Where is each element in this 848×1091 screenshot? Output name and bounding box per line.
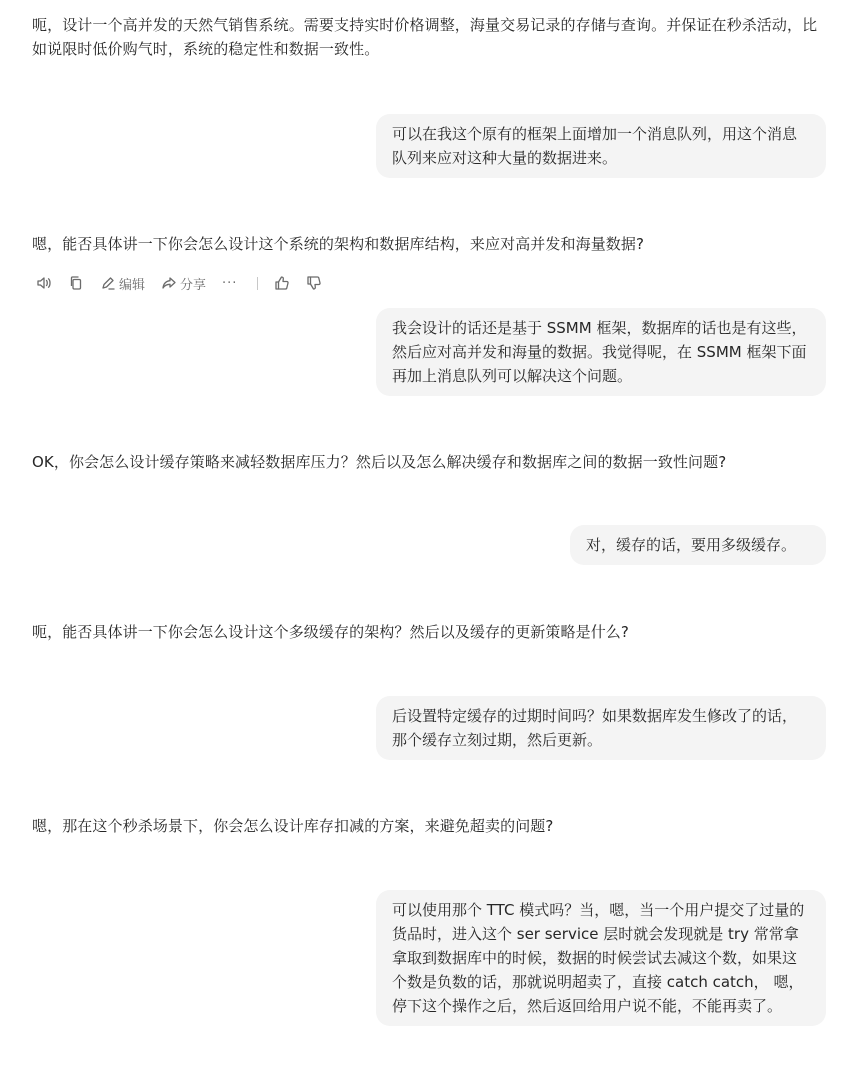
ai-message: 呃，能否具体讲一下你会怎么设计这个多级缓存的架构？然后以及缓存的更新策略是什么?: [32, 623, 629, 641]
edit-button-label: 编辑: [119, 277, 146, 293]
ai-message: 嗯，能否具体讲一下你会怎么设计这个系统的架构和数据库结构，来应对高并发和海量数据?: [32, 235, 645, 253]
message-action-toolbar: [36, 272, 338, 294]
user-message: 可以使用那个 TTC 模式吗？当，嗯，当一个用户提交了过量的货品时，进入这个 ser service 层时就会发现就是 try 常常拿拿取到数据库中的时候，数据的时候尝试去减这个数，如果这个数是负数的话，那就说明超卖了，直接 catch catch， 嗯，停下这个操作之后，然后返回给用户说不能，不能再卖了。: [376, 890, 826, 1026]
dislike-button[interactable]: [306, 275, 322, 291]
ai-message: OK，你会怎么设计缓存策略来减轻数据库压力？然后以及怎么解决缓存和数据库之间的数据一致性问题?: [32, 453, 727, 471]
copy-icon: [68, 275, 84, 291]
like-button[interactable]: [274, 275, 290, 291]
thumbs-up-icon: [274, 275, 290, 291]
user-message: 对，缓存的话，要用多级缓存。: [570, 525, 826, 565]
thumbs-down-icon: [306, 275, 322, 291]
copy-button[interactable]: [68, 275, 84, 291]
share-button[interactable]: [161, 274, 206, 293]
more-button[interactable]: [222, 276, 237, 291]
edit-button[interactable]: [100, 274, 145, 293]
share-icon: [161, 275, 177, 291]
ai-message: 呃，设计一个高并发的天然气销售系统。需要支持实时价格调整，海量交易记录的存储与查询。并保证在秒杀活动，比如说限时低价购气时，系统的稳定性和数据一致性。: [32, 16, 818, 58]
ai-message: 嗯，那在这个秒杀场景下，你会怎么设计库存扣减的方案，来避免超卖的问题?: [32, 817, 554, 835]
share-button-label: 分享: [180, 277, 207, 293]
edit-icon: [100, 275, 116, 291]
speaker-icon: [36, 275, 52, 291]
toolbar-divider: [257, 277, 258, 290]
read-aloud-button[interactable]: [36, 275, 52, 291]
user-message: 可以在我这个原有的框架上面增加一个消息队列，用这个消息队列来应对这种大量的数据进来。: [376, 114, 826, 178]
user-message: 后设置特定缓存的过期时间吗？如果数据库发生修改了的话，那个缓存立刻过期，然后更新。: [376, 696, 826, 760]
more-icon: ···: [222, 275, 238, 291]
user-message: 我会设计的话还是基于 SSMM 框架，数据库的话也是有这些，然后应对高并发和海量的数据。我觉得呢，在 SSMM 框架下面再加上消息队列可以解决这个问题。: [376, 308, 826, 396]
